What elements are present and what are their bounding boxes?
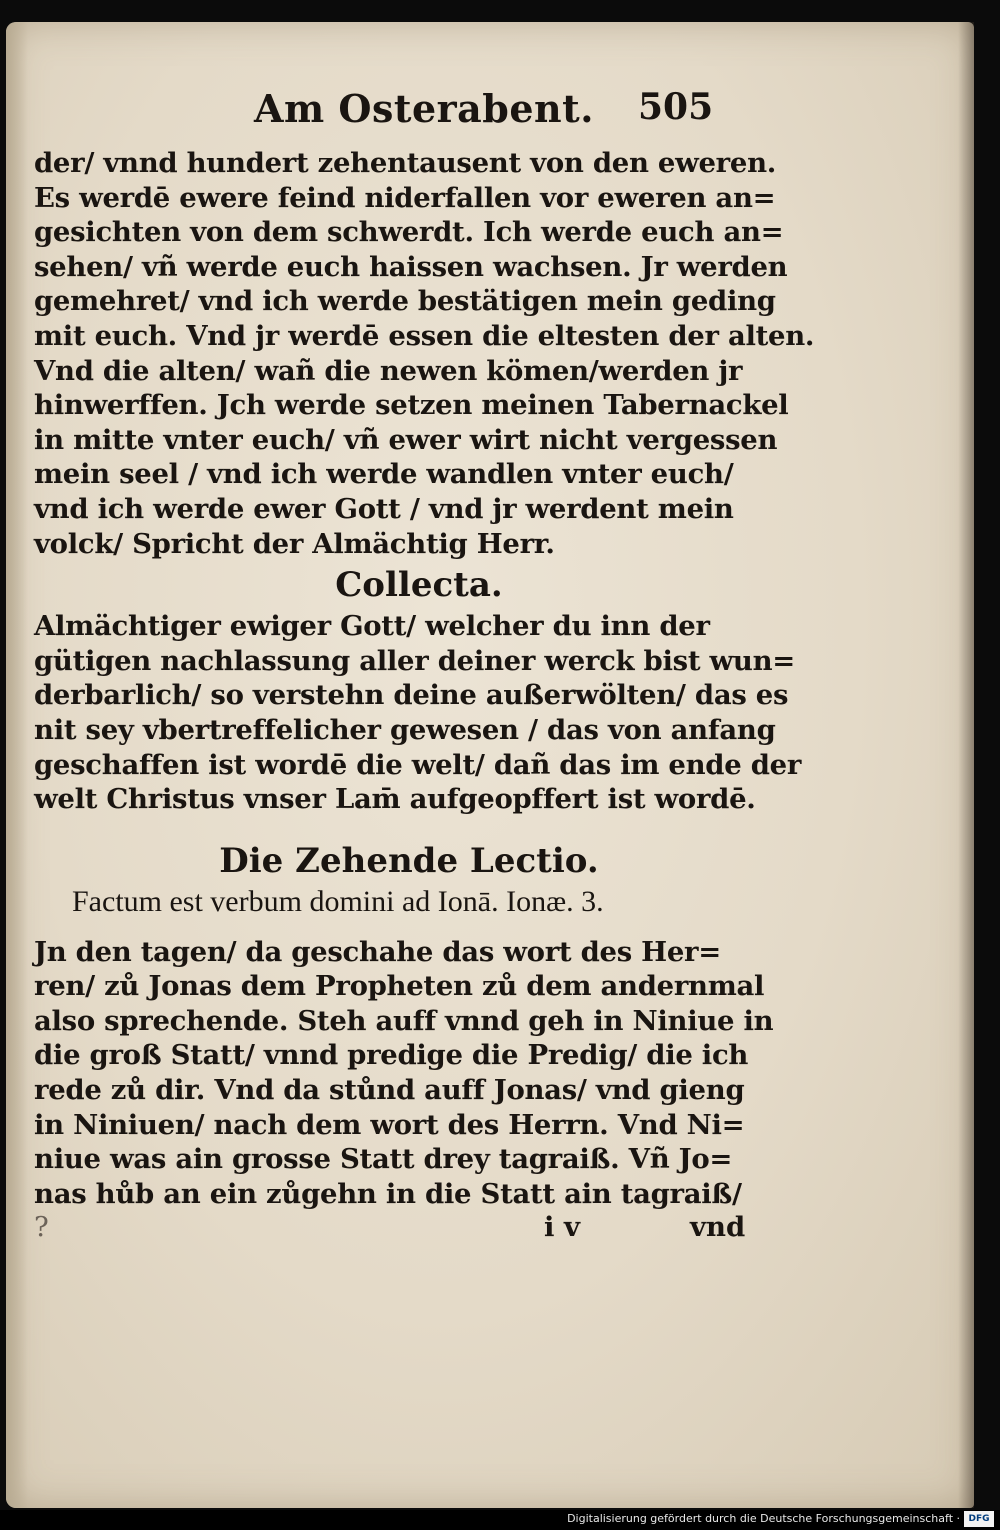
text-line: nas hůb an ein zůgehn in die Statt ain tagraiß/ xyxy=(34,1177,742,1210)
intro-paragraph xyxy=(34,146,815,561)
running-title: Am Osterabent. xyxy=(254,86,594,131)
dfg-logo: DFG xyxy=(964,1511,994,1527)
text-line: gesichten von dem schwerdt. Ich werde euch an= xyxy=(34,216,784,249)
text-line: niue was ain grosse Statt drey tagraiß. Vñ Jo= xyxy=(34,1143,733,1176)
collecta-heading: Collecta. xyxy=(335,565,503,606)
text-line: gemehret/ vnd ich werde bestätigen mein geding xyxy=(34,285,776,318)
latin-incipit: Factum est verbum domini ad Ionā. Ionæ. 3. xyxy=(72,884,604,918)
text-line: Almächtiger ewiger Gott/ welcher du inn der xyxy=(34,610,710,643)
text-line: mein seel / vnd ich werde wandlen vnter euch/ xyxy=(34,458,734,491)
text-line: gütigen nachlassung aller deiner werck bist wun= xyxy=(34,644,795,677)
text-line: hinwerffen. Jch werde setzen meinen Tabernackel xyxy=(34,389,789,422)
text-line: vnd ich werde ewer Gott / vnd jr werdent mein xyxy=(34,492,734,525)
running-head xyxy=(34,86,764,146)
text-line: die groß Statt/ vnnd predige die Predig/ die ich xyxy=(34,1039,749,1072)
text-line: nit sey vbertreffelicher gewesen / das von anfang xyxy=(34,713,776,746)
lectio-heading: Die Zehende Lectio. xyxy=(219,840,599,881)
page-number: 505 xyxy=(638,86,714,128)
text-line: in mitte vnter euch/ vñ ewer wirt nicht vergessen xyxy=(34,423,778,456)
leaf-edge-shadow xyxy=(6,22,28,1508)
text-line: Vnd die alten/ wañ die newen kömen/werden jr xyxy=(34,354,743,387)
digitization-credit: Digitalisierung gefördert durch die Deutsche Forschungsgemeinschaft · xyxy=(567,1512,960,1525)
text-line: der/ vnnd hundert zehentausent von den eweren. xyxy=(34,147,777,179)
text-line: derbarlich/ so verstehn deine außerwölten/ das es xyxy=(34,679,789,712)
text-line: welt Christus vnser Lam̄ aufgeopffert ist wordē. xyxy=(34,783,756,816)
text-line: mit euch. Vnd jr werdē essen die eltesten der alten. xyxy=(34,319,815,352)
collecta-paragraph xyxy=(34,609,802,817)
text-line: sehen/ vñ werde euch haissen wachsen. Jr werden xyxy=(34,250,788,283)
catchword: vnd xyxy=(690,1211,746,1244)
text-line: geschaffen ist wordē die welt/ dañ das im ende der xyxy=(34,748,802,781)
text-line: volck/ Spricht der Almächtig Herr. xyxy=(34,527,555,560)
text-line: in Niniuen/ nach dem wort des Herrn. Vnd Ni= xyxy=(34,1108,745,1141)
lectio-paragraph xyxy=(34,935,774,1212)
text-line: rede zů dir. Vnd da stůnd auff Jonas/ vnd gieng xyxy=(34,1074,745,1107)
text-line: Jn den tagen/ da geschahe das wort des Her= xyxy=(34,935,721,968)
text-line: ren/ zů Jonas dem Propheten zů dem andernmal xyxy=(34,970,765,1003)
gutter-shadow xyxy=(958,22,974,1508)
signature-mark: i v xyxy=(544,1211,580,1244)
text-line: also sprechende. Steh auff vnnd geh in Niniue in xyxy=(34,1004,774,1037)
page-footer xyxy=(34,1211,764,1251)
faint-signature-mark: ? xyxy=(34,1211,49,1244)
text-block xyxy=(34,86,815,1251)
text-line: Es werdē ewere feind niderfallen vor eweren an= xyxy=(34,181,776,214)
